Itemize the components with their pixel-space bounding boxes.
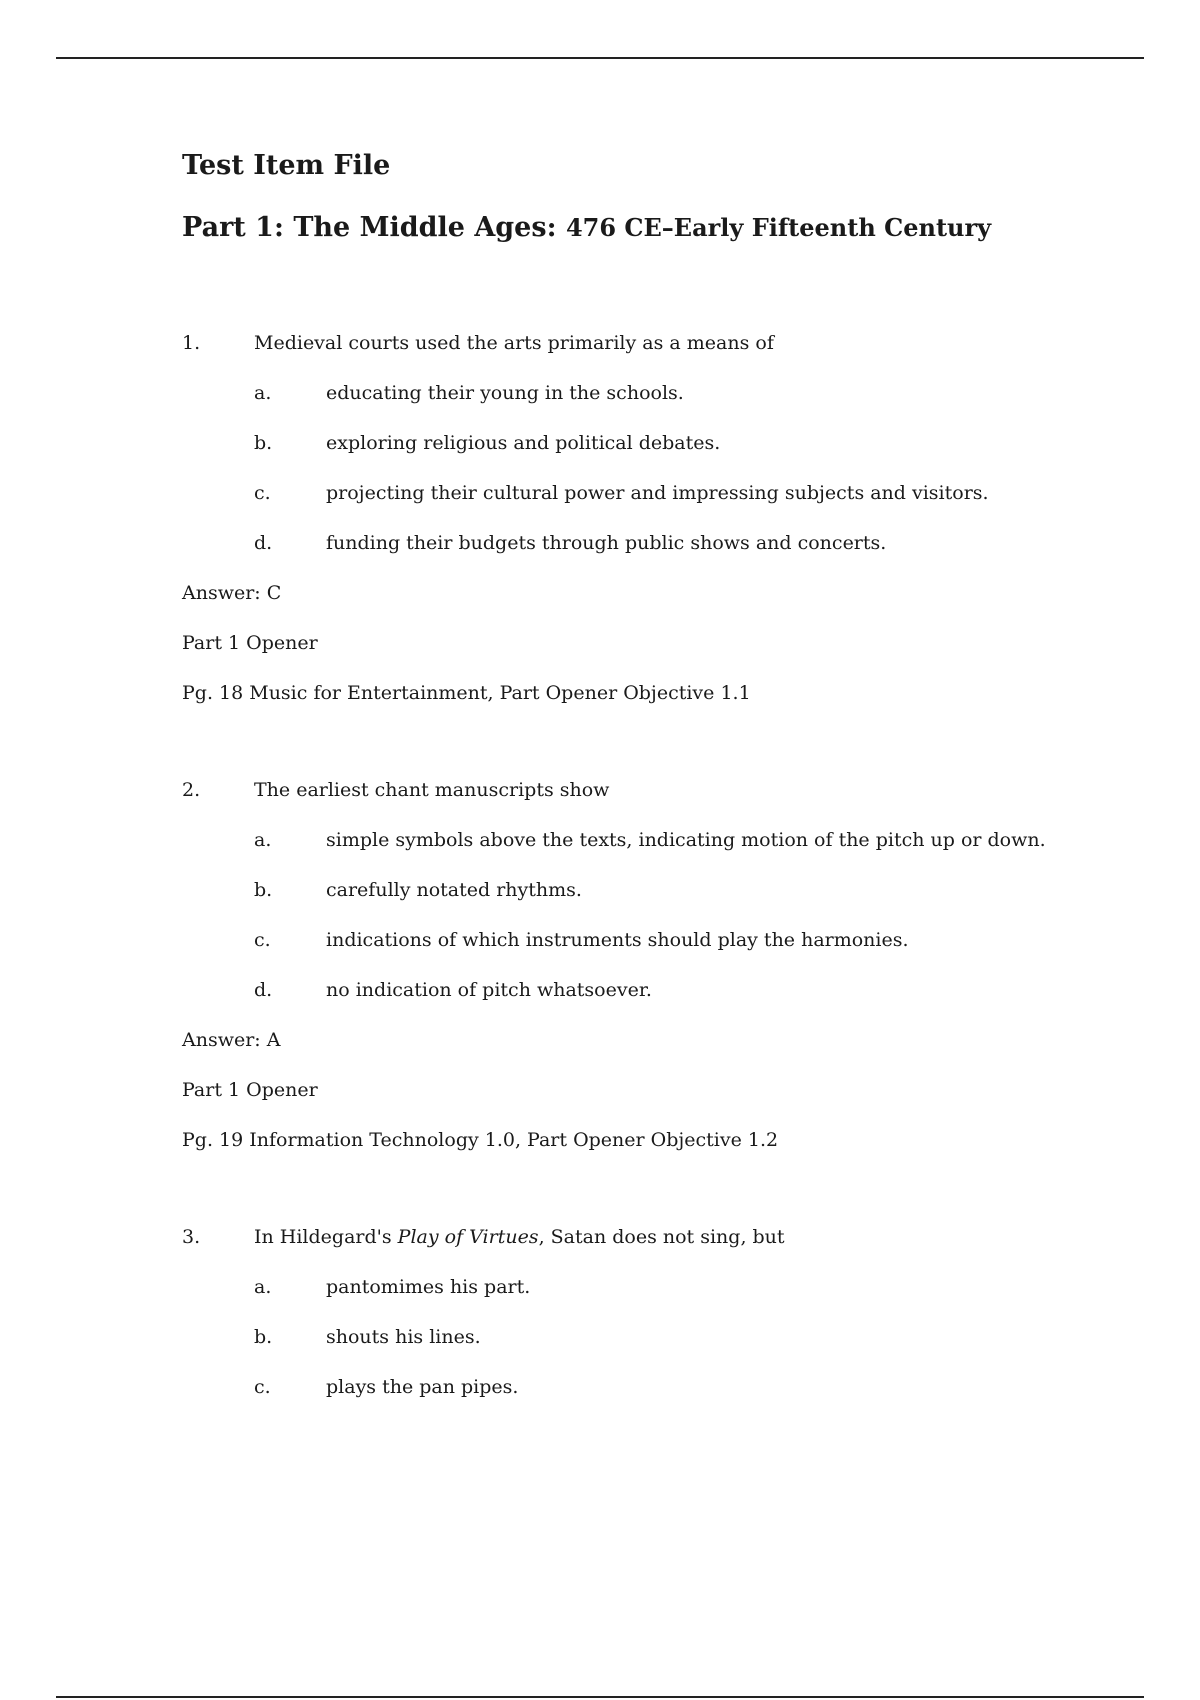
- document-title: Test Item File: [182, 150, 391, 181]
- question-text: Medieval courts used the arts primarily as a means of: [254, 332, 774, 354]
- choice-text: no indication of pitch whatsoever.: [326, 979, 652, 1001]
- work-title: Play of Virtues: [397, 1226, 539, 1248]
- choice-b: [182, 418, 1082, 468]
- choice-a: [182, 368, 1082, 418]
- top-rule: [56, 57, 1144, 59]
- choice-letter: b.: [254, 1326, 273, 1348]
- choice-letter: c.: [254, 929, 271, 951]
- choice-letter: c.: [254, 482, 271, 504]
- reference-line: Pg. 18 Music for Entertainment, Part Opener Objective 1.1: [182, 682, 751, 704]
- choice-text: indications of which instruments should play the harmonies.: [326, 929, 909, 951]
- choice-a: [182, 815, 1082, 865]
- choice-c: [182, 1362, 1082, 1412]
- choice-text: projecting their cultural power and impressing subjects and visitors.: [326, 482, 989, 504]
- document-body: [182, 146, 1082, 1459]
- choice-letter: d.: [254, 532, 273, 554]
- choice-letter: a.: [254, 829, 272, 851]
- stem-before: In Hildegard's: [254, 1226, 398, 1248]
- choice-text: educating their young in the schools.: [326, 382, 684, 404]
- choice-c: [182, 468, 1082, 518]
- choice-letter: d.: [254, 979, 273, 1001]
- choice-c: [182, 915, 1082, 965]
- bottom-rule: [56, 1696, 1144, 1698]
- choice-b: [182, 865, 1082, 915]
- subtitle-period: 476 CE–Early Fifteenth Century: [565, 213, 992, 242]
- question-2: [182, 765, 1082, 1165]
- question-number: 1.: [182, 332, 201, 354]
- choice-text: shouts his lines.: [326, 1326, 481, 1348]
- choice-letter: b.: [254, 432, 273, 454]
- reference-line: Pg. 19 Information Technology 1.0, Part Opener Objective 1.2: [182, 1129, 779, 1151]
- choice-letter: c.: [254, 1376, 271, 1398]
- question-3: [182, 1212, 1082, 1412]
- question-number: 3.: [182, 1226, 201, 1248]
- question-list: [182, 318, 1082, 1412]
- choice-letter: a.: [254, 382, 272, 404]
- choice-letter: b.: [254, 879, 273, 901]
- choice-b: [182, 1312, 1082, 1362]
- choice-text: plays the pan pipes.: [326, 1376, 519, 1398]
- choice-text: carefully notated rhythms.: [326, 879, 582, 901]
- section-line: Part 1 Opener: [182, 632, 318, 654]
- choice-a: [182, 1262, 1082, 1312]
- section-line: Part 1 Opener: [182, 1079, 318, 1101]
- choice-text: simple symbols above the texts, indicating motion of the pitch up or down.: [326, 829, 1046, 851]
- question-text: [254, 1226, 785, 1248]
- question-number: 2.: [182, 779, 201, 801]
- question-stem: [182, 1212, 1082, 1262]
- subtitle-part: Part 1: The Middle Ages:: [182, 212, 566, 243]
- choice-text: pantomimes his part.: [326, 1276, 531, 1298]
- choice-d: [182, 518, 1082, 568]
- question-text: The earliest chant manuscripts show: [254, 779, 610, 801]
- choice-text: exploring religious and political debates.: [326, 432, 721, 454]
- question-1: [182, 318, 1082, 718]
- answer-line: Answer: A: [182, 1029, 281, 1051]
- choice-text: funding their budgets through public shows and concerts.: [326, 532, 887, 554]
- answer-line: Answer: C: [182, 582, 282, 604]
- question-stem: [182, 765, 1082, 815]
- document-subtitle: [182, 208, 1082, 248]
- stem-after: , Satan does not sing, but: [538, 1226, 785, 1248]
- question-stem: [182, 318, 1082, 368]
- choice-letter: a.: [254, 1276, 272, 1298]
- choice-d: [182, 965, 1082, 1015]
